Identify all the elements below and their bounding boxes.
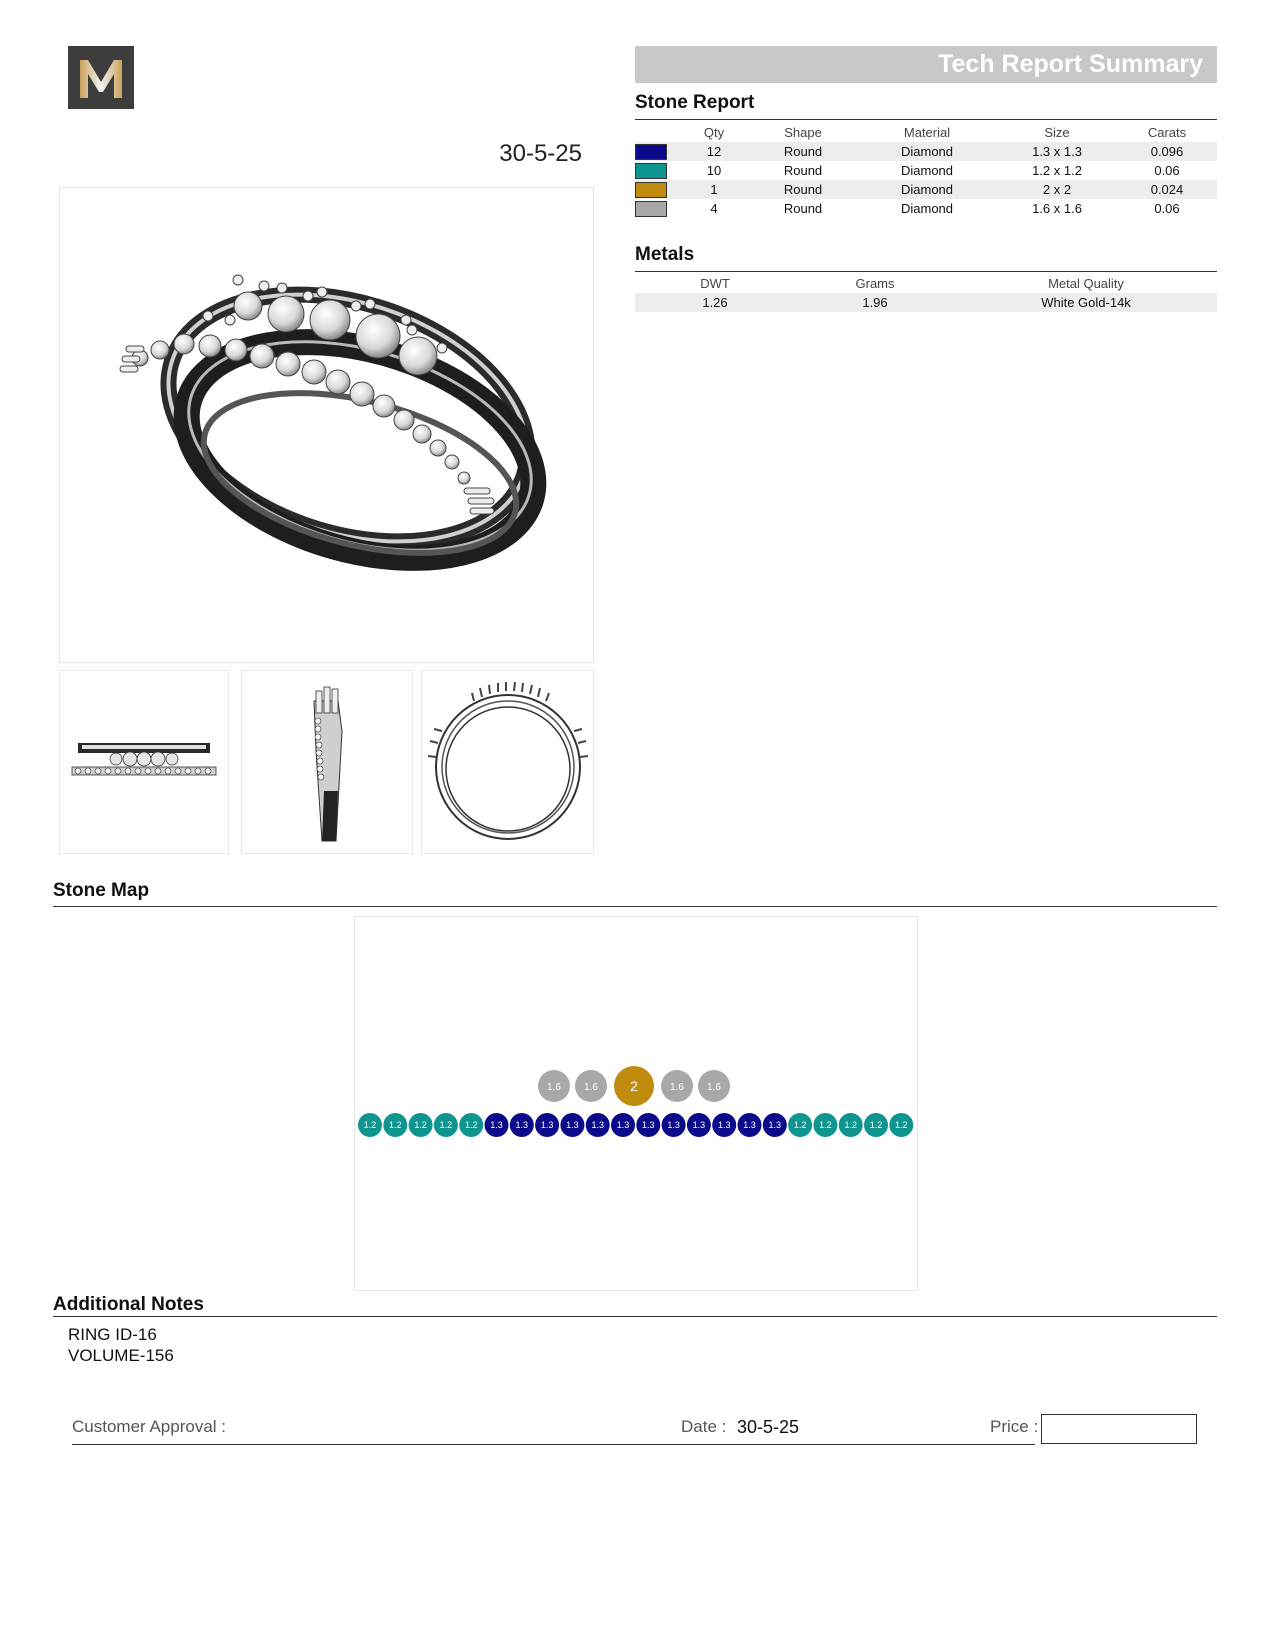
stone-map-title: Stone Map	[53, 880, 150, 901]
column-header: Material	[903, 124, 951, 140]
stone-map-stone	[611, 1113, 635, 1137]
stone-map-stone	[788, 1113, 812, 1137]
ring-front-illustration	[60, 671, 228, 853]
logo-m-icon	[76, 54, 126, 102]
material-cell: Diamond	[857, 180, 997, 199]
stone-size-label: 1.3	[768, 1120, 782, 1131]
metal-quality-cell: White Gold-14k	[955, 293, 1217, 312]
stone-size-label: 1.3	[591, 1120, 604, 1131]
stone-map-stone	[485, 1113, 509, 1137]
note-line: RING ID-16	[68, 1325, 157, 1344]
shape-cell: Round	[783, 201, 823, 216]
table-row	[635, 161, 1217, 180]
stone-size-label: 1.3	[667, 1120, 680, 1131]
stone-color-swatch	[635, 144, 667, 160]
ring-front-view	[59, 670, 229, 854]
stone-color-swatch	[635, 201, 667, 217]
ring-top-illustration	[422, 671, 593, 853]
stone-size-label: 1.2	[439, 1120, 453, 1131]
stone-map-stone	[889, 1113, 913, 1137]
stone-map-stone	[636, 1113, 660, 1137]
report-title: Tech Report Summary	[938, 50, 1203, 78]
stone-map-svg	[355, 917, 917, 1290]
ring-side-view	[241, 670, 413, 854]
stone-color-cell	[635, 180, 679, 199]
divider	[53, 906, 1217, 907]
ring-illustration	[60, 188, 593, 662]
shape-cell: Round	[749, 142, 857, 161]
stone-size-label: 1.3	[642, 1120, 655, 1131]
column-header: DWT	[700, 275, 730, 291]
divider	[53, 1316, 1217, 1317]
stone-size-label: 1.6	[584, 1082, 598, 1093]
stone-size-label: 1.6	[547, 1082, 561, 1093]
shape-cell: Round	[749, 180, 857, 199]
stone-color-cell	[635, 142, 679, 161]
stone-map-stone	[459, 1113, 483, 1137]
price-label: Price :	[990, 1417, 1039, 1436]
customer-approval-label: Customer Approval :	[72, 1417, 227, 1436]
table-header-row	[635, 273, 1217, 293]
stone-map-stone	[586, 1113, 610, 1137]
stone-map-stone	[813, 1113, 837, 1137]
metals-table	[635, 273, 1217, 312]
stone-size-label: 1.2	[869, 1120, 883, 1131]
date-value: 30-5-25	[737, 1417, 800, 1437]
stone-size-label: 1.3	[743, 1120, 756, 1131]
stone-map-stone	[763, 1113, 787, 1137]
signature-line[interactable]	[72, 1444, 1035, 1445]
report-date: 30-5-25	[499, 140, 582, 167]
stone-map-stone	[698, 1070, 730, 1102]
qty-cell: 4	[710, 201, 718, 216]
stone-map-diagram	[354, 916, 918, 1291]
qty-cell: 12	[679, 142, 749, 161]
divider	[635, 119, 1217, 120]
stone-size-label: 1.2	[363, 1120, 377, 1131]
material-cell: Diamond	[900, 201, 954, 216]
stone-color-swatch	[635, 163, 667, 179]
stone-report-title: Stone Report	[635, 92, 755, 113]
stone-map-stone	[614, 1066, 654, 1106]
shape-cell: Round	[783, 163, 823, 178]
stone-size-label: 1.6	[707, 1082, 721, 1093]
stone-map-stone	[738, 1113, 762, 1137]
carats-cell: 0.024	[1117, 180, 1217, 199]
report-header	[635, 46, 1217, 83]
carats-cell: 0.096	[1117, 142, 1217, 161]
stone-map-stone	[661, 1070, 693, 1102]
column-header: Size	[1044, 124, 1070, 140]
stone-color-cell	[635, 199, 679, 218]
stone-map-stone	[409, 1113, 433, 1137]
stone-size-label: 1.2	[819, 1120, 832, 1131]
stone-size-label: 1.3	[540, 1120, 554, 1131]
stone-size-label: 1.2	[844, 1120, 857, 1131]
carats-cell: 0.06	[1154, 163, 1180, 178]
stone-size-label: 1.2	[389, 1120, 402, 1131]
table-row	[635, 293, 1217, 312]
stone-map-stone	[538, 1070, 570, 1102]
ring-top-view	[421, 670, 594, 854]
stone-map-stone	[434, 1113, 458, 1137]
material-cell: Diamond	[900, 163, 954, 178]
size-cell: 1.2 x 1.2	[1032, 163, 1082, 178]
stone-size-label: 1.3	[490, 1120, 503, 1131]
table-header-row	[635, 122, 1217, 142]
stone-size-label: 1.3	[717, 1120, 731, 1131]
column-header: Grams	[855, 275, 895, 291]
ring-perspective-view	[59, 187, 594, 663]
grams-cell: 1.96	[795, 293, 955, 312]
size-cell: 1.6 x 1.6	[1032, 201, 1082, 216]
qty-cell: 10	[706, 163, 722, 178]
stone-map-stone	[383, 1113, 407, 1137]
column-header: Metal Quality	[1048, 275, 1124, 291]
qty-cell: 1	[679, 180, 749, 199]
stone-map-stone	[535, 1113, 559, 1137]
dwt-cell: 1.26	[635, 293, 795, 312]
stone-size-label: 1.2	[895, 1120, 908, 1131]
stone-size-label: 1.3	[692, 1120, 706, 1131]
metals-title: Metals	[635, 244, 695, 265]
carats-cell: 0.06	[1154, 201, 1180, 216]
stone-map-stone	[687, 1113, 711, 1137]
stone-size-label: 1.2	[464, 1120, 478, 1131]
stone-size-label: 1.3	[616, 1120, 630, 1131]
size-cell: 2 x 2	[997, 180, 1117, 199]
column-header: Carats	[1147, 124, 1187, 140]
stone-size-label: 1.3	[566, 1120, 579, 1131]
table-row	[635, 199, 1217, 218]
stone-color-cell	[635, 161, 679, 180]
note-line: VOLUME-156	[68, 1346, 174, 1365]
date-label: Date :	[681, 1417, 727, 1436]
stone-map-stone	[712, 1113, 736, 1137]
stone-map-stone	[662, 1113, 686, 1137]
stone-size-label: 1.6	[670, 1082, 684, 1093]
company-logo	[68, 46, 134, 109]
stone-size-label: 1.2	[793, 1120, 807, 1131]
divider	[635, 271, 1217, 272]
ring-side-illustration	[242, 671, 412, 853]
stone-color-swatch	[635, 182, 667, 198]
column-header: Shape	[784, 124, 822, 140]
stone-size-label: 2	[630, 1078, 638, 1094]
size-cell: 1.3 x 1.3	[997, 142, 1117, 161]
material-cell: Diamond	[857, 142, 997, 161]
price-field[interactable]	[1041, 1414, 1197, 1444]
stone-size-label: 1.3	[515, 1120, 529, 1131]
stone-map-stone	[358, 1113, 382, 1137]
stone-map-stone	[839, 1113, 863, 1137]
table-row	[635, 142, 1217, 161]
additional-notes-title: Additional Notes	[53, 1294, 204, 1315]
stone-map-stone	[560, 1113, 584, 1137]
color-column-header	[635, 122, 679, 142]
stone-map-stone	[510, 1113, 534, 1137]
stone-map-stone	[864, 1113, 888, 1137]
stone-report-table	[635, 122, 1217, 218]
stone-size-label: 1.2	[414, 1120, 427, 1131]
table-row	[635, 180, 1217, 199]
column-header: Qty	[703, 124, 725, 140]
stone-map-stone	[575, 1070, 607, 1102]
